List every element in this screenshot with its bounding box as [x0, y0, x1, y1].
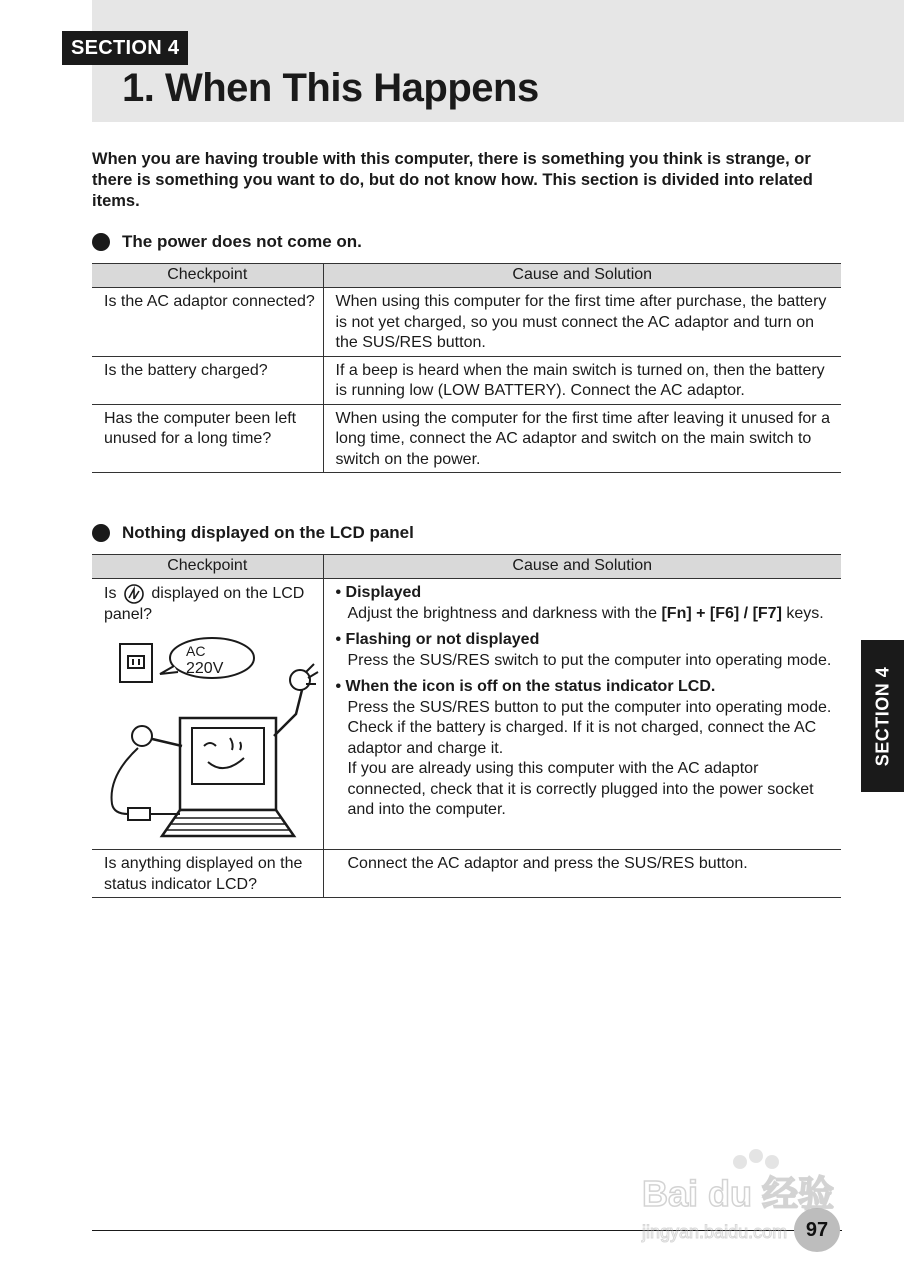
list-item	[336, 677, 838, 821]
item-heading: • Displayed	[335, 584, 422, 601]
item-heading: • Flashing or not displayed	[335, 631, 540, 648]
checkpoint-cell: Is the battery charged?	[92, 356, 323, 404]
checkpoint-cell: Is anything displayed on the status indicator LCD?	[92, 850, 323, 898]
watermark-url: jingyan.baidu.com	[642, 1222, 788, 1242]
power-icon	[123, 583, 145, 605]
table-header-row	[92, 264, 841, 288]
solution-cell	[323, 579, 841, 850]
voltage-label: 220V	[186, 659, 224, 677]
solution-cell: If a beep is heard when the main switch is turned on, then the battery is running low (LOW BATTERY). Connect the AC adaptor.	[323, 356, 841, 404]
solution-cell: When using the computer for the first time after leaving it unused for a long time, connect the AC adaptor and switch on the main switch to switch on the power.	[323, 404, 841, 473]
table-row	[92, 288, 841, 357]
checkpoint-cell	[92, 579, 323, 850]
lcd-section-heading	[92, 523, 414, 543]
list-item	[336, 583, 838, 624]
table-row	[92, 356, 841, 404]
item-body: If you are already using this computer with the AC adaptor connected, check that it is correctly plugged into the power socket and into the computer.	[347, 760, 814, 818]
side-tab-label: SECTION 4	[872, 666, 892, 766]
item-body: Press the SUS/RES button to put the computer into operating mode. Check if the battery is charged. If it is not charged, connect the AC adaptor and charge it.	[347, 698, 832, 757]
table-row	[92, 850, 841, 898]
lcd-table	[92, 554, 841, 898]
checkpoint-text-post: displayed on the LCD panel?	[104, 585, 305, 623]
solution-cell: When using this computer for the first time after purchase, the battery is not yet charged, so you must connect the AC adaptor and turn on the SUS/RES button.	[323, 288, 841, 357]
power-table	[92, 263, 841, 473]
item-body: Press the SUS/RES switch to put the computer into operating mode.	[347, 651, 832, 669]
baidu-watermark	[640, 1140, 850, 1250]
page-title: 1. When This Happens	[122, 66, 539, 110]
watermark-brand: Bai du 经验	[642, 1173, 835, 1214]
table-row	[92, 579, 841, 850]
side-section-tab	[861, 640, 904, 792]
table-row	[92, 404, 841, 473]
checkpoint-cell: Has the computer been left unused for a long time?	[92, 404, 323, 473]
section-badge: SECTION 4	[62, 31, 188, 65]
column-header-solution: Cause and Solution	[323, 264, 841, 288]
power-section-heading	[92, 232, 362, 252]
column-header-checkpoint: Checkpoint	[92, 264, 323, 288]
item-body	[336, 604, 838, 625]
table-header-row	[92, 555, 841, 579]
power-section-title: The power does not come on.	[122, 232, 362, 251]
ac-label: AC	[186, 642, 206, 659]
column-header-checkpoint: Checkpoint	[92, 555, 323, 579]
checkpoint-text-pre: Is	[104, 585, 117, 603]
checkpoint-cell: Is the AC adaptor connected?	[92, 288, 323, 357]
item-text: Adjust the brightness and darkness with the	[347, 604, 662, 622]
list-item	[336, 630, 838, 671]
key-combo: [Fn] + [F6] / [F7]	[661, 604, 782, 622]
bullet-icon	[92, 233, 110, 251]
column-header-solution: Cause and Solution	[323, 555, 841, 579]
intro-paragraph: When you are having trouble with this computer, there is something you think is strange, or there is something you want to do, but do not know how. This section is divided into related items.	[92, 150, 813, 210]
lcd-section-title: Nothing displayed on the LCD panel	[122, 523, 414, 542]
item-text: keys.	[781, 604, 824, 622]
solution-cell: Connect the AC adaptor and press the SUS/RES button.	[323, 850, 841, 898]
page-number: 97	[794, 1208, 840, 1252]
item-heading: • When the icon is off on the status indicator LCD.	[335, 678, 716, 695]
bullet-icon	[92, 524, 110, 542]
laptop-illustration	[100, 636, 320, 841]
